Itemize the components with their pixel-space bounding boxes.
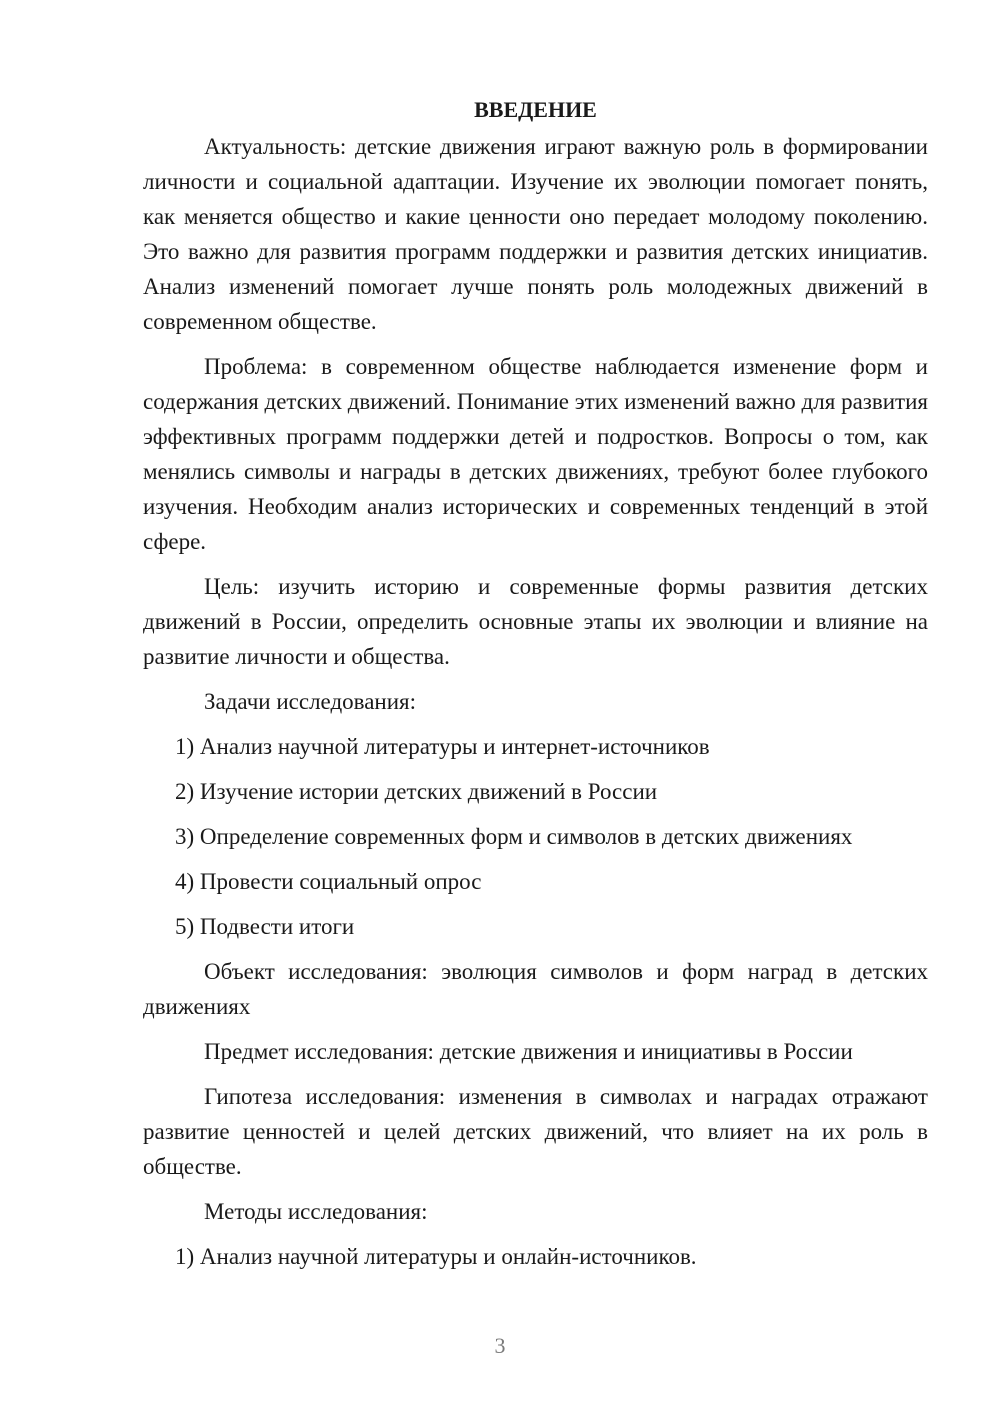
methods-list [143,1239,928,1274]
paragraph-relevance: Актуальность: детские движения играют важную роль в формировании личности и социальной адаптации. Изучение их эволюции помогает понять, как меняется общество и какие ценности оно передает молодому поколению. Это важно для развития программ поддержки и развития детских инициатив. Анализ изменений помогает лучше понять роль молодежных движений в современном обществе. [143,134,928,334]
document-page [143,92,928,1284]
paragraph-hypothesis: Гипотеза исследования: изменения в символах и наградах отражают развитие ценностей и целей детских движений, что влияет на их роль в обществе. [143,1084,928,1179]
list-item: 3) Определение современных форм и символов в детских движениях [175,824,853,849]
list-item: 2) Изучение истории детских движений в России [175,779,658,804]
paragraph-problem: Проблема: в современном обществе наблюдается изменение форм и содержания детских движений. Понимание этих изменений важно для развития эффективных программ поддержки детей и подростков. Вопросы о том, как менялись символы и награды в детских движениях, требуют более глубокого изучения. Необходим анализ исторических и современных тенденций в этой сфере. [143,354,928,554]
list-item: 5) Подвести итоги [175,914,355,939]
page-number: 3 [494,1333,506,1358]
tasks-heading: Задачи исследования: [204,689,417,714]
document-title: ВВЕДЕНИЕ [474,97,597,122]
paragraph-object: Объект исследования: эволюция символов и форм наград в детских движениях [143,959,928,1019]
tasks-list [143,729,928,944]
list-item: 1) Анализ научной литературы и интернет-источников [175,734,710,759]
methods-heading: Методы исследования: [204,1199,428,1224]
paragraph-goal: Цель: изучить историю и современные формы развития детских движений в России, определить основные этапы их эволюции и влияние на развитие личности и общества. [143,574,928,669]
paragraph-subject: Предмет исследования: детские движения и инициативы в России [204,1039,853,1064]
list-item: 4) Провести социальный опрос [175,869,482,894]
list-item: 1) Анализ научной литературы и онлайн-источников. [175,1244,697,1269]
